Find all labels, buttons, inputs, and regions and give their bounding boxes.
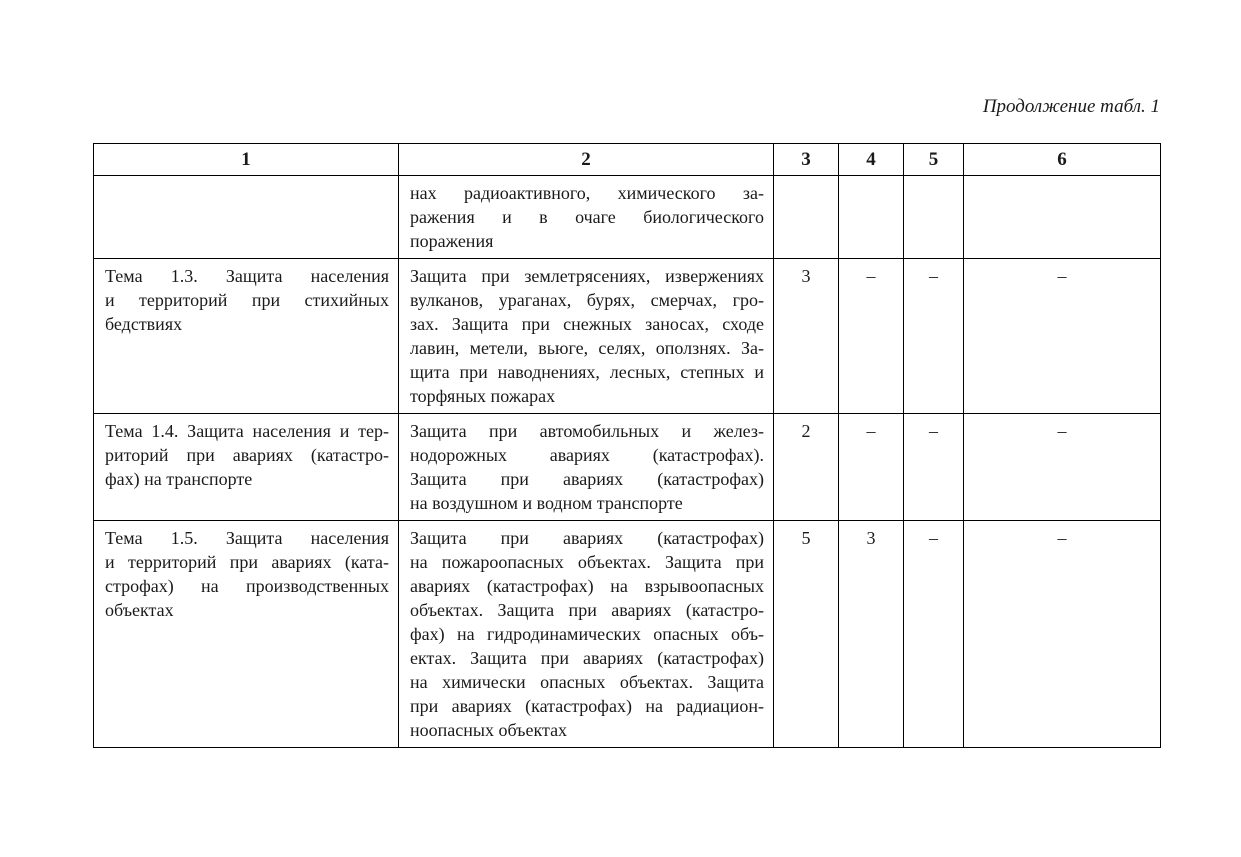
text-line: Тема 1.4. Защита населения и тер-: [105, 421, 389, 441]
text-line: Тема 1.5. Защита населения: [105, 528, 389, 548]
hours-cell: –: [964, 521, 1161, 748]
text-line: щита при наводнениях, лесных, степных и: [410, 362, 764, 382]
text-line: ектах. Защита при авариях (катастрофах): [410, 648, 764, 668]
text-line: и территорий при стихийных: [105, 290, 389, 310]
hours-cell: –: [904, 259, 964, 414]
text-line: торфяных пожарах: [410, 386, 556, 406]
hours-cell: –: [964, 414, 1161, 521]
text-line: вулканов, ураганах, бурях, смерчах, гро-: [410, 290, 764, 310]
hours-cell: 3: [774, 259, 839, 414]
text-line: поражения: [410, 231, 494, 251]
text-line: ноопасных объектах: [410, 720, 568, 740]
text-line: строфах) на производственных: [105, 576, 389, 596]
text-line: Защита при авариях (катастрофах): [410, 528, 764, 548]
text-line: на химически опасных объектах. Защита: [410, 672, 764, 692]
topic-cell: [94, 176, 399, 259]
hours-cell: –: [839, 414, 904, 521]
hours-cell: –: [964, 259, 1161, 414]
text-line: ражения и в очаге биологического: [410, 207, 764, 227]
text-line: фах) на транспорте: [105, 469, 253, 489]
text-line: и территорий при авариях (ката-: [105, 552, 389, 572]
column-header-5: 5: [904, 144, 964, 176]
column-header-3: 3: [774, 144, 839, 176]
hours-cell: –: [904, 521, 964, 748]
text-line: фах) на гидродинамических опасных объ-: [410, 624, 764, 644]
text-line: на воздушном и водном транспорте: [410, 493, 683, 513]
text-line: авариях (катастрофах) на взрывоопасных: [410, 576, 764, 596]
hours-cell: [839, 176, 904, 259]
hours-cell: 5: [774, 521, 839, 748]
table-row: [94, 176, 1161, 259]
hours-cell: [964, 176, 1161, 259]
column-header-6: 6: [964, 144, 1161, 176]
table-row: [94, 414, 1161, 521]
table-continuation-caption: Продолжение табл. 1: [982, 96, 1160, 117]
text-line: лавин, метели, вьюге, селях, оползнях. За-: [410, 338, 764, 358]
hours-cell: –: [839, 259, 904, 414]
content-cell: [399, 521, 774, 748]
table-row: [94, 521, 1161, 748]
table-header: [94, 144, 1161, 176]
table-body: [94, 176, 1161, 748]
text-line: Тема 1.3. Защита населения: [105, 266, 389, 286]
text-line: Защита при авариях (катастрофах): [410, 469, 764, 489]
text-line: зах. Защита при снежных заносах, сходе: [410, 314, 764, 334]
column-header-1: 1: [94, 144, 399, 176]
content-cell: [399, 176, 774, 259]
content-cell: [399, 259, 774, 414]
text-line: риторий при авариях (катастро-: [105, 445, 389, 465]
text-line: объектах: [105, 600, 174, 620]
hours-cell: 2: [774, 414, 839, 521]
text-line: Защита при автомобильных и желез-: [410, 421, 764, 441]
text-line: объектах. Защита при авариях (катастро-: [410, 600, 764, 620]
hours-cell: [904, 176, 964, 259]
hours-cell: –: [904, 414, 964, 521]
table-row: [94, 259, 1161, 414]
topic-cell: [94, 259, 399, 414]
topic-cell: [94, 521, 399, 748]
text-line: бедствиях: [105, 314, 183, 334]
column-header-4: 4: [839, 144, 904, 176]
text-line: нодорожных авариях (катастрофах).: [410, 445, 764, 465]
curriculum-table: [93, 143, 1161, 748]
hours-cell: 3: [839, 521, 904, 748]
text-line: нах радиоактивного, химического за-: [410, 183, 764, 203]
hours-cell: [774, 176, 839, 259]
text-line: Защита при землетрясениях, извержениях: [410, 266, 764, 286]
header-row: [94, 144, 1161, 176]
content-cell: [399, 414, 774, 521]
column-header-2: 2: [399, 144, 774, 176]
text-line: на пожароопасных объектах. Защита при: [410, 552, 764, 572]
topic-cell: [94, 414, 399, 521]
text-line: при авариях (катастрофах) на радиацион-: [410, 696, 764, 716]
